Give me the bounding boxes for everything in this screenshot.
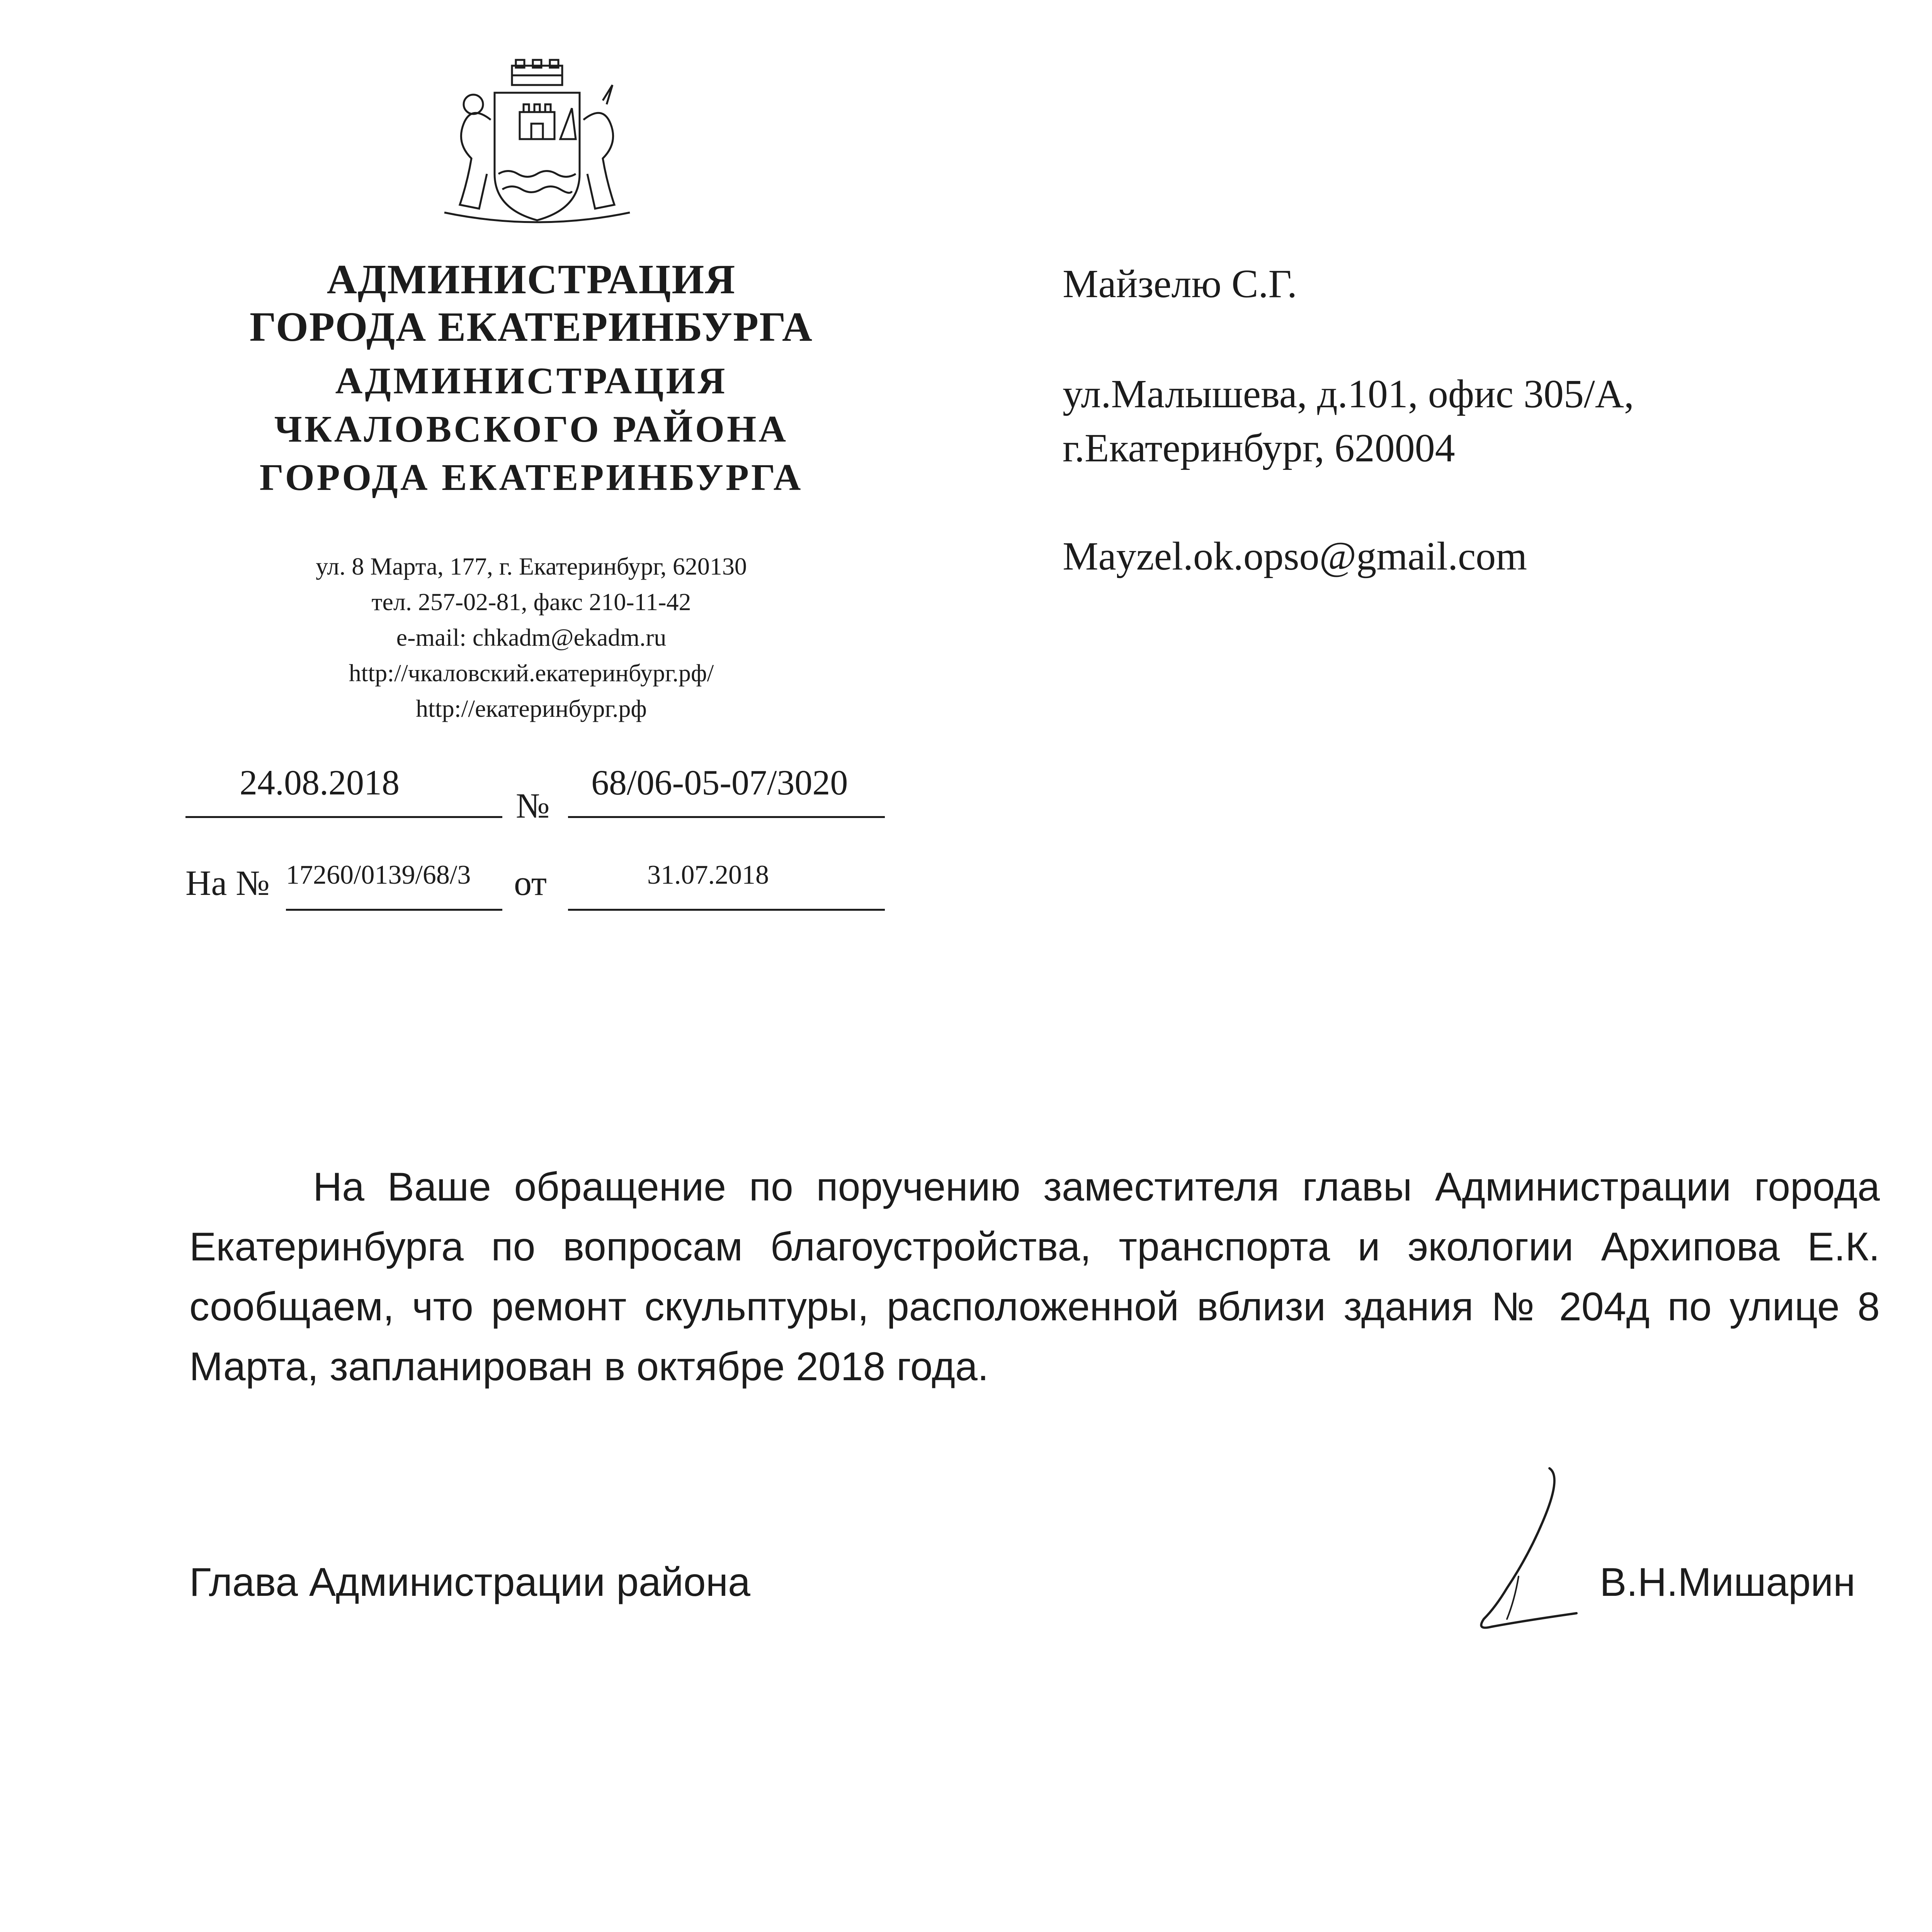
recipient-email: Mayzel.ok.opso@gmail.com <box>1063 534 1527 578</box>
outgoing-number-underline <box>568 816 885 818</box>
org-name-line1: АДМИНИСТРАЦИЯ <box>327 257 736 303</box>
recipient-name: Майзелю С.Г. <box>1063 262 1297 306</box>
org-email: e-mail: chkadm@ekadm.ru <box>396 624 667 651</box>
recipient-street: ул.Малышева, д.101, офис 305/А, <box>1063 372 1634 416</box>
letter-body <box>189 1157 1880 1397</box>
outgoing-date: 24.08.2018 <box>240 763 400 802</box>
signer-name: В.Н.Мишарин <box>1600 1560 1855 1605</box>
from-label: от <box>514 863 547 903</box>
city-coat-of-arms-icon <box>437 58 638 228</box>
reference-label: На № <box>185 863 270 903</box>
reference-date-underline <box>568 909 885 911</box>
letter-body-text: На Ваше обращение по поручению заместителя главы Администрации города Екатеринбурга по вопросам благоустройства, транспорта и экологии Архипова Е.К. сообщаем, что ремонт скульптуры, расположенной вблизи здания № 204д по улице 8 Марта, запланирован в октябре 2018 года. <box>189 1165 1880 1389</box>
recipient-city: г.Екатеринбург, 620004 <box>1063 426 1455 470</box>
reference-date: 31.07.2018 <box>647 860 769 890</box>
org-name-line2: ГОРОДА ЕКАТЕРИНБУРГА <box>250 304 813 350</box>
dept-name-line1: АДМИНИСТРАЦИЯ <box>335 360 728 402</box>
number-label: № <box>516 786 550 825</box>
reference-number: 17260/0139/68/3 <box>286 860 471 890</box>
dept-name-line3: ГОРОДА ЕКАТЕРИНБУРГА <box>259 457 803 498</box>
org-phone: тел. 257-02-81, факс 210-11-42 <box>371 588 691 616</box>
signer-position: Глава Администрации района <box>189 1560 750 1605</box>
org-site-city: http://екатеринбург.рф <box>416 695 647 722</box>
outgoing-date-underline <box>185 816 502 818</box>
outgoing-number: 68/06-05-07/3020 <box>591 763 848 802</box>
handwritten-signature <box>1461 1461 1584 1646</box>
reference-number-underline <box>286 909 502 911</box>
dept-name-line2: ЧКАЛОВСКОГО РАЙОНА <box>274 408 789 450</box>
org-site-district: http://чкаловский.екатеринбург.рф/ <box>349 659 714 687</box>
org-address: ул. 8 Марта, 177, г. Екатеринбург, 620130 <box>316 553 747 580</box>
